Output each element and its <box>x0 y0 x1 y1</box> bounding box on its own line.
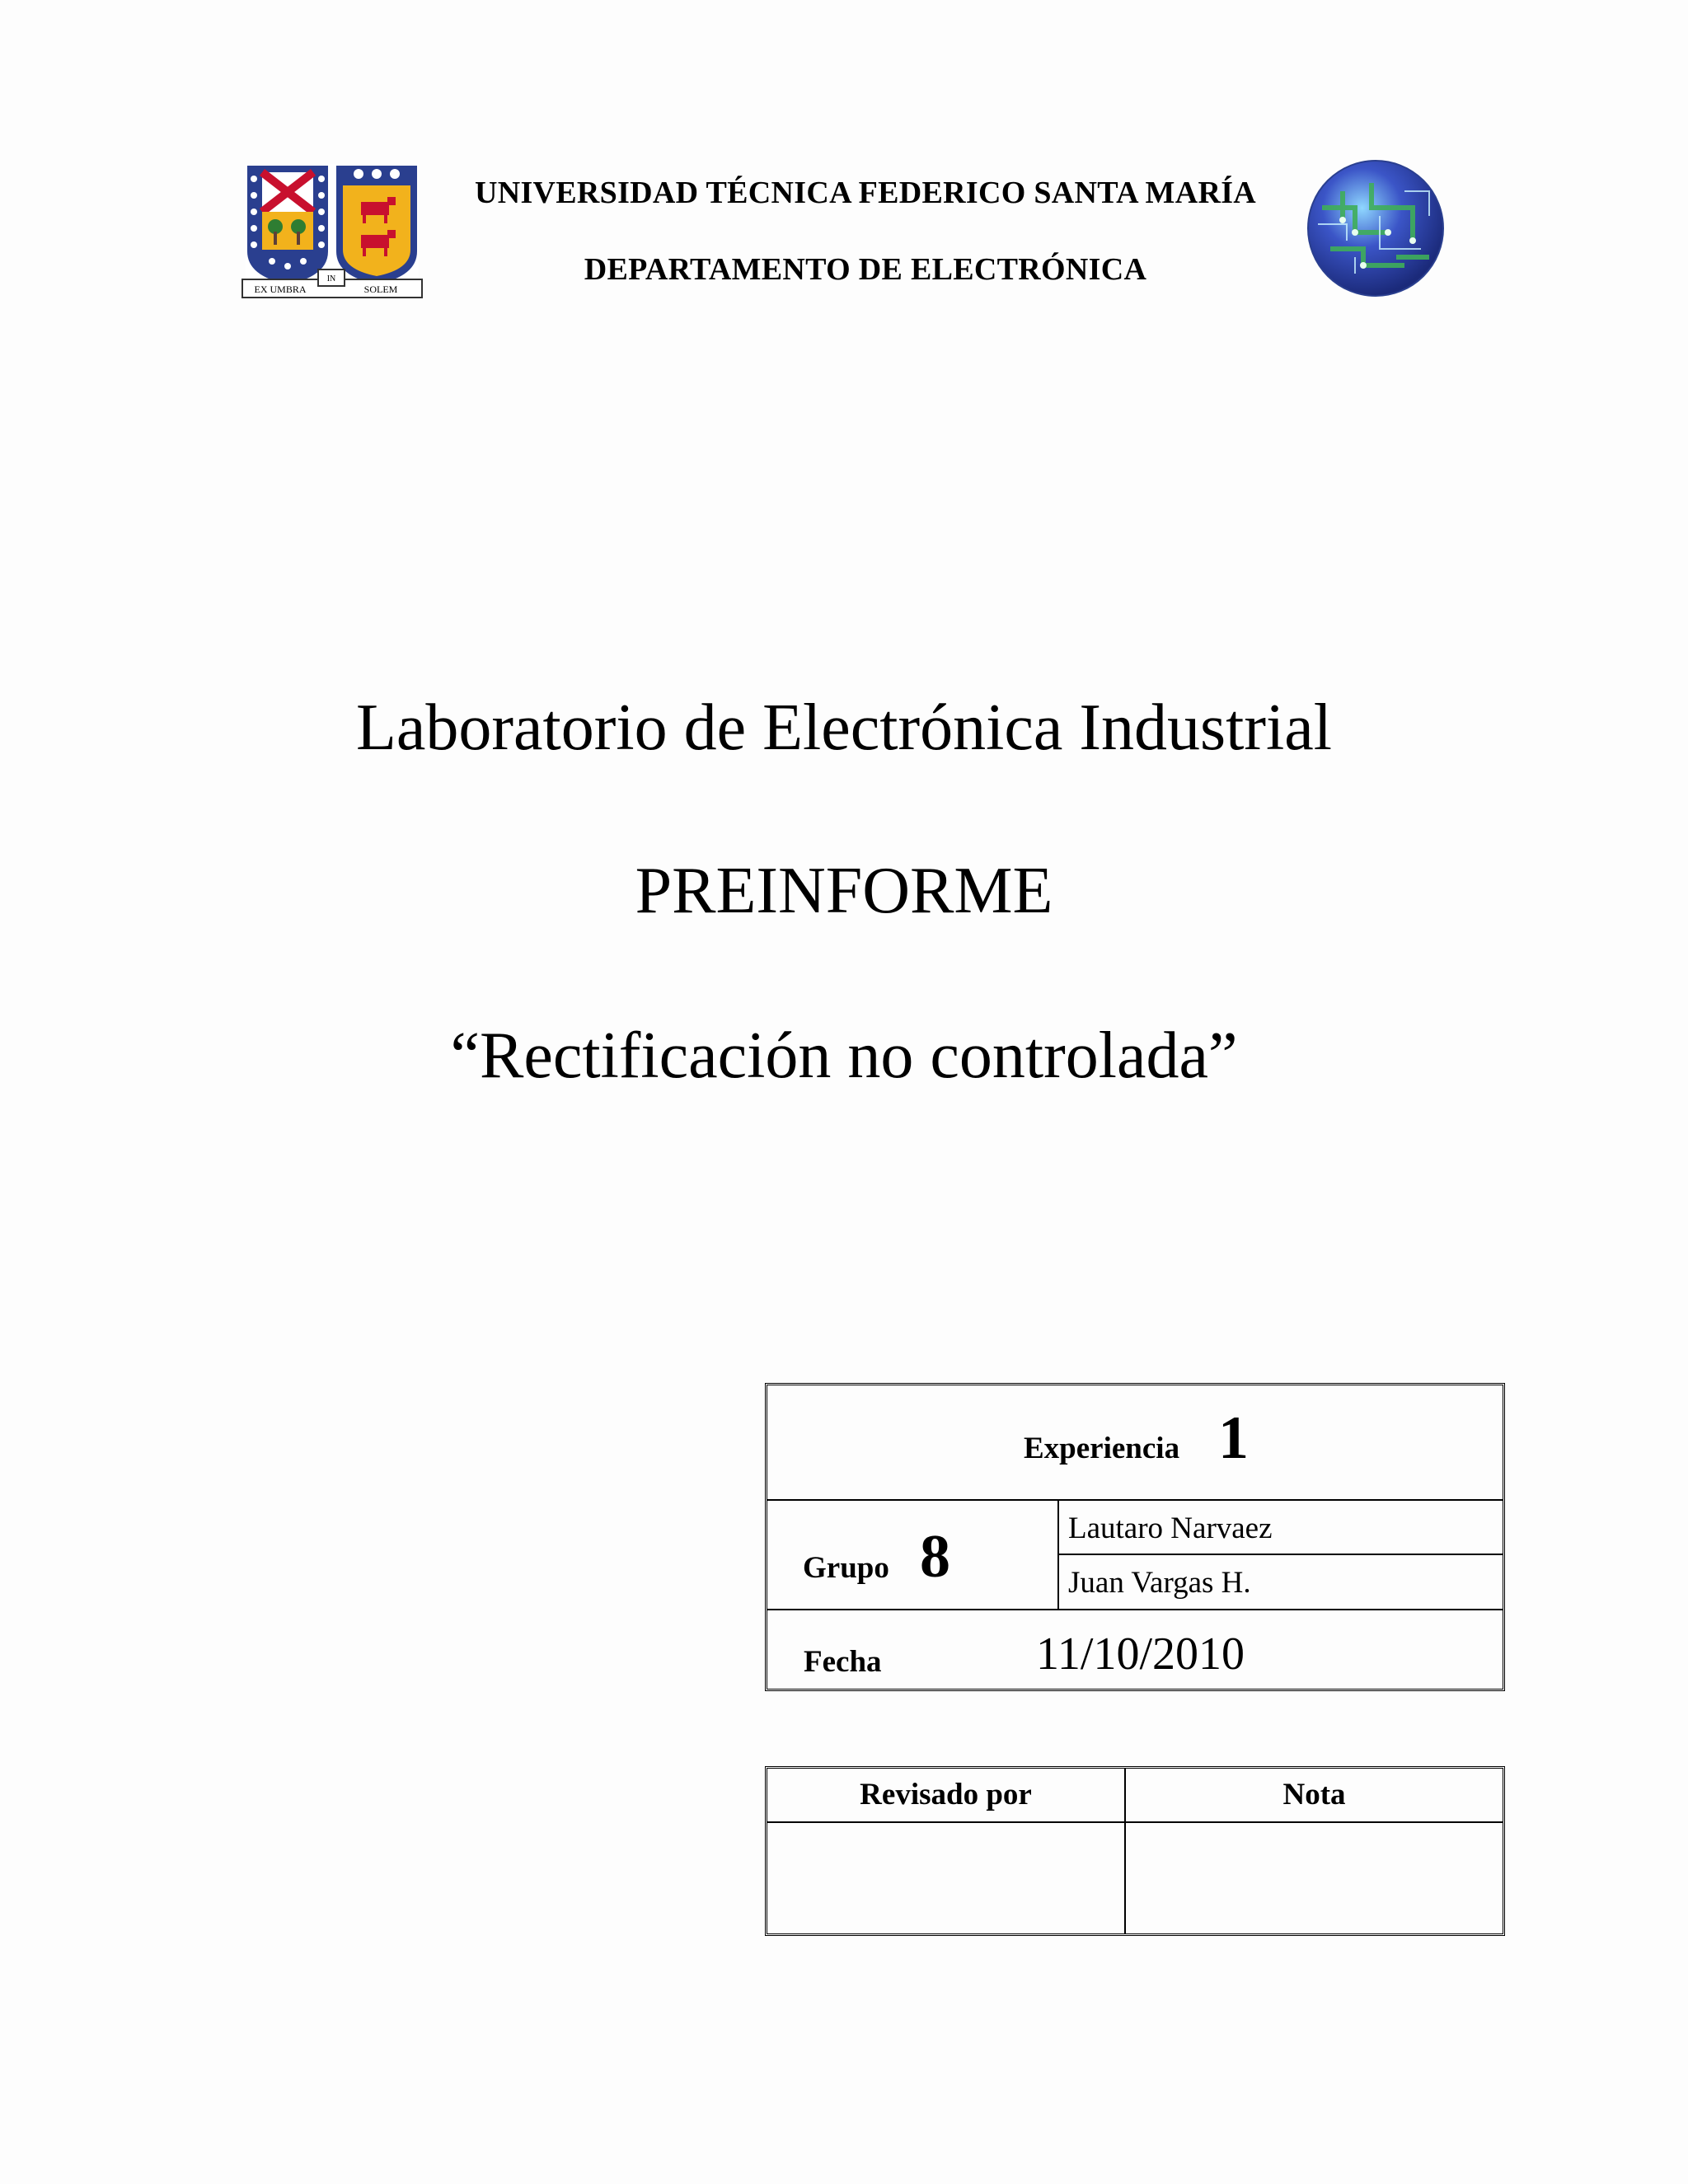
circuit-globe-logo <box>1306 158 1446 298</box>
group-number: 8 <box>920 1523 950 1591</box>
table-divider <box>767 1499 1503 1501</box>
grade-header: Nota <box>1282 1778 1346 1811</box>
svg-text:IN: IN <box>326 274 336 284</box>
reviewed-by-header: Revisado por <box>860 1778 1032 1811</box>
experience-number: 1 <box>1218 1404 1249 1472</box>
table-divider <box>1057 1554 1503 1555</box>
experience-label: Experiencia <box>1024 1432 1180 1465</box>
document-type-title: PREINFORME <box>635 855 1053 927</box>
info-table <box>765 1383 1505 1691</box>
grade-cell[interactable] <box>1126 1823 1503 1930</box>
reviewed-by-cell[interactable] <box>767 1823 1124 1930</box>
table-divider <box>1057 1499 1059 1609</box>
review-table <box>765 1766 1505 1936</box>
university-name: UNIVERSIDAD TÉCNICA FEDERICO SANTA MARÍA <box>474 176 1257 210</box>
member-name: Lautaro Narvaez <box>1068 1511 1273 1545</box>
date-value: 11/10/2010 <box>1036 1629 1245 1680</box>
group-label: Grupo <box>803 1551 889 1585</box>
department-name: DEPARTAMENTO DE ELECTRÓNICA <box>584 252 1147 287</box>
date-label: Fecha <box>804 1645 882 1679</box>
svg-text:EX UMBRA: EX UMBRA <box>254 284 307 295</box>
university-crest-logo <box>239 161 425 301</box>
table-divider <box>767 1609 1503 1610</box>
member-name: Juan Vargas H. <box>1068 1566 1251 1600</box>
course-title: Laboratorio de Electrónica Industrial <box>356 691 1332 764</box>
svg-text:SOLEM: SOLEM <box>363 284 398 295</box>
subject-title: “Rectificación no controlada” <box>450 1019 1238 1092</box>
